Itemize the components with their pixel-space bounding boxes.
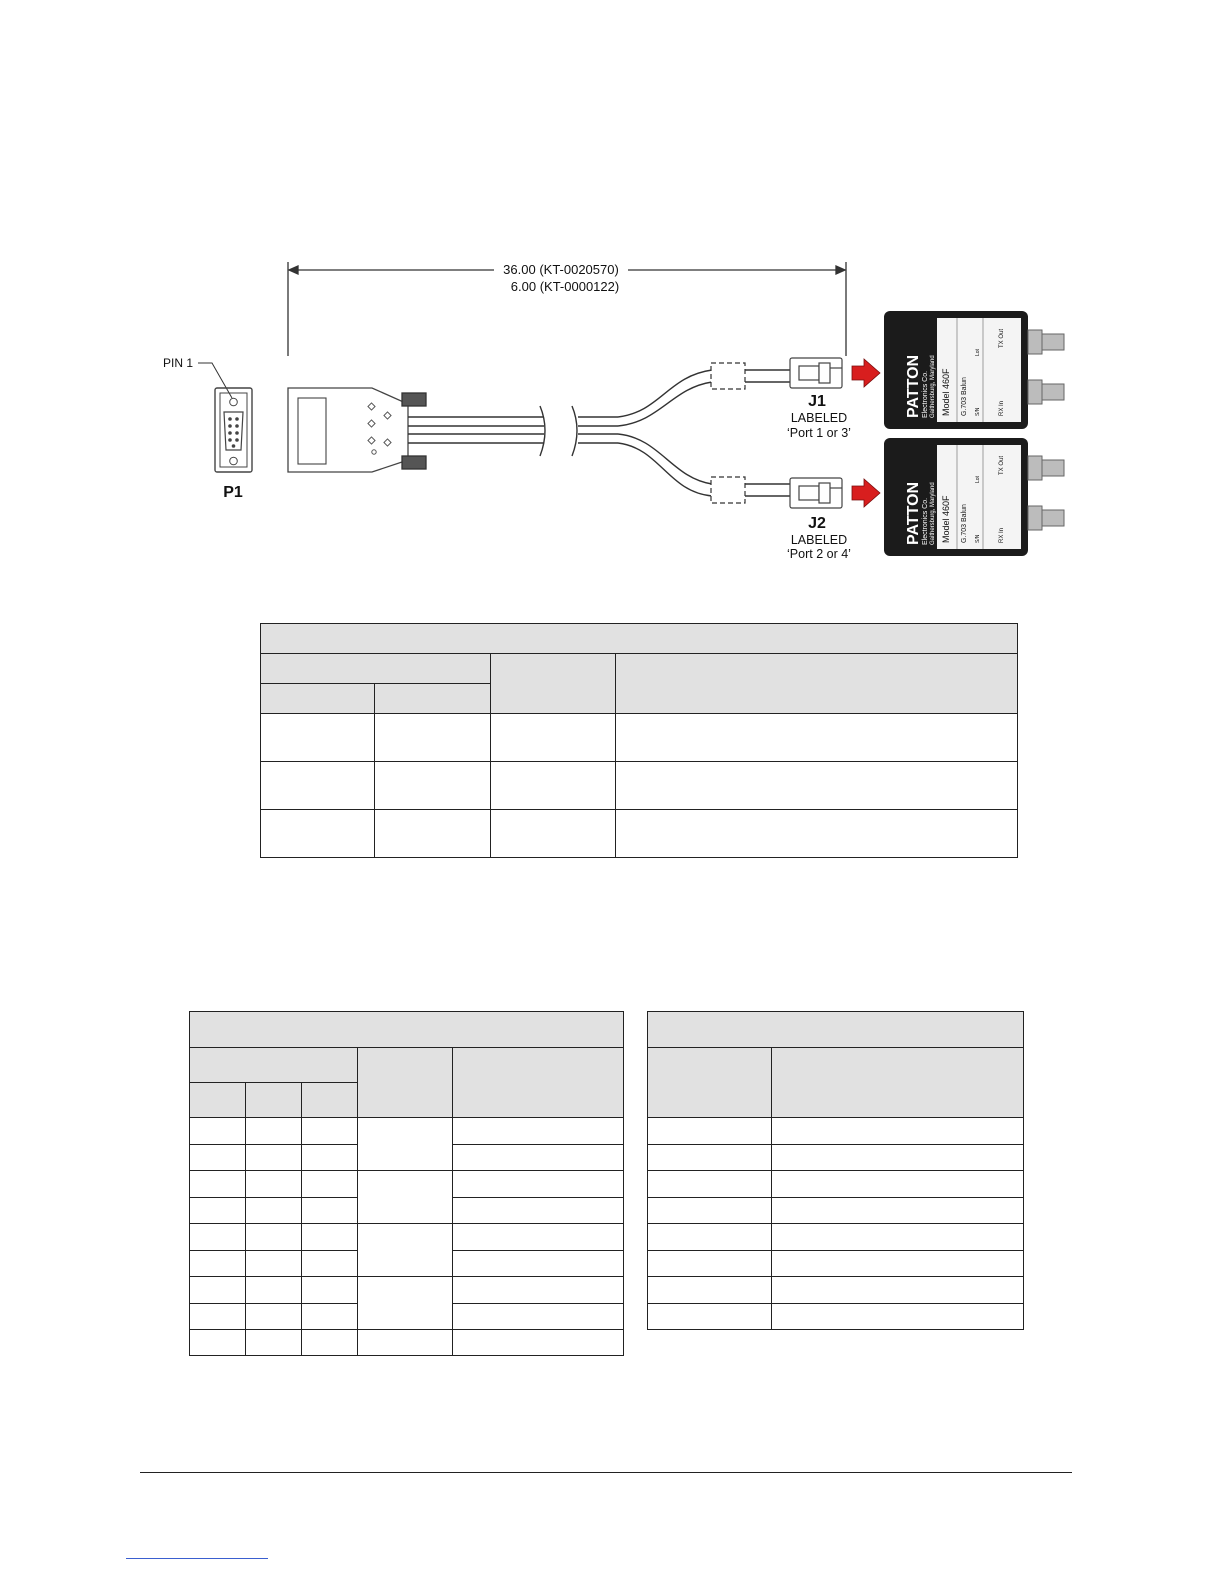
table-header-row <box>648 1048 1024 1118</box>
table-cell <box>648 1198 772 1224</box>
table-row <box>648 1251 1024 1277</box>
table-cell <box>190 1118 246 1145</box>
table-cell <box>772 1145 1024 1171</box>
table-cell <box>261 624 1018 654</box>
table-cell <box>491 810 616 858</box>
table-cell <box>261 714 375 762</box>
table-row <box>190 1224 624 1251</box>
table-cell <box>453 1330 624 1356</box>
table-row <box>190 1277 624 1304</box>
balun1-lot: Lot <box>975 349 981 356</box>
table-cell <box>302 1198 358 1224</box>
j1-plug <box>790 358 842 388</box>
table-cell <box>190 1277 246 1304</box>
table-cell <box>302 1330 358 1356</box>
table-cell <box>190 1198 246 1224</box>
table-cell <box>375 810 491 858</box>
table-cell <box>648 1171 772 1198</box>
footer-link-underline[interactable] <box>126 1558 268 1559</box>
table-cell <box>648 1048 772 1118</box>
table-cell <box>491 654 616 714</box>
table-cell <box>261 762 375 810</box>
balun2-tx: TX Out <box>999 455 1005 475</box>
balun2-type: G.703 Balun <box>961 504 968 543</box>
table-cell <box>772 1198 1024 1224</box>
table-row <box>648 1304 1024 1330</box>
table-cell <box>648 1251 772 1277</box>
table-cell <box>358 1224 453 1277</box>
table-cell <box>648 1118 772 1145</box>
balun-unit-1 <box>884 311 1064 429</box>
balun1-brand: PATTON <box>905 354 922 418</box>
table-cell <box>453 1118 624 1145</box>
table-row <box>648 1277 1024 1304</box>
table-cell <box>246 1251 302 1277</box>
balun-unit-2 <box>884 438 1064 556</box>
footer-divider <box>140 1472 1072 1473</box>
table-cell <box>261 684 375 714</box>
table-cell <box>453 1171 624 1198</box>
j1-label: J1 <box>808 393 826 410</box>
table-cell <box>246 1224 302 1251</box>
table-cell <box>358 1118 453 1171</box>
j2-label: J2 <box>808 515 826 532</box>
balun1-sn: S/N <box>975 407 981 416</box>
table-cell <box>453 1304 624 1330</box>
table-cell <box>358 1330 453 1356</box>
table-cell <box>302 1171 358 1198</box>
table-cell <box>190 1012 624 1048</box>
table-cell <box>453 1048 624 1118</box>
ferrite-sleeves <box>711 363 745 503</box>
table-cell <box>261 810 375 858</box>
table-cell <box>302 1145 358 1171</box>
table-cell <box>375 684 491 714</box>
balun1-maker: Electronics Co. <box>922 370 929 418</box>
table-row <box>648 1224 1024 1251</box>
table-cell <box>246 1118 302 1145</box>
table-cell <box>246 1171 302 1198</box>
table-cell <box>246 1304 302 1330</box>
table-cell <box>453 1198 624 1224</box>
table-header-row <box>261 654 1018 684</box>
table-cell <box>302 1083 358 1118</box>
pinout-table <box>189 1011 624 1356</box>
arrow-icon <box>852 359 880 507</box>
table-cell <box>190 1251 246 1277</box>
table-cell <box>772 1048 1024 1118</box>
dimension-label-short: 6.00 (KT-0000122) <box>510 279 620 294</box>
table-cell <box>491 762 616 810</box>
p1-backshell <box>288 388 426 472</box>
table-row <box>648 1171 1024 1198</box>
table-cell <box>648 1304 772 1330</box>
table-row <box>261 714 1018 762</box>
table-row <box>190 1330 624 1356</box>
table-cell <box>246 1145 302 1171</box>
table-cell <box>772 1251 1024 1277</box>
balun1-tx: TX Out <box>999 328 1005 348</box>
table-cell <box>616 810 1018 858</box>
table-cell <box>772 1118 1024 1145</box>
balun2-rx: RX In <box>999 527 1005 543</box>
table-cell <box>453 1224 624 1251</box>
connector-table <box>260 623 1018 858</box>
table-cell <box>190 1048 358 1083</box>
table-row <box>648 1145 1024 1171</box>
table-cell <box>358 1048 453 1118</box>
table-cell <box>648 1224 772 1251</box>
table-cell <box>302 1118 358 1145</box>
balun2-lot: Lot <box>975 476 981 483</box>
balun2-location: Gaithersburg, Maryland <box>930 482 936 545</box>
table-cell <box>190 1083 246 1118</box>
table-cell <box>190 1145 246 1171</box>
cable-assembly-diagram <box>0 0 1224 600</box>
table-cell <box>190 1304 246 1330</box>
signal-table <box>647 1011 1024 1330</box>
table-header-row <box>190 1012 624 1048</box>
table-cell <box>302 1224 358 1251</box>
table-cell <box>302 1277 358 1304</box>
table-cell <box>302 1251 358 1277</box>
table-cell <box>648 1277 772 1304</box>
balun1-type: G.703 Balun <box>961 377 968 416</box>
table-cell <box>772 1224 1024 1251</box>
table-cell <box>190 1330 246 1356</box>
table-row <box>190 1118 624 1145</box>
dimension-label-long: 36.00 (KT-0020570) <box>503 262 619 277</box>
table-header-row <box>190 1048 624 1083</box>
table-cell <box>246 1330 302 1356</box>
table-cell <box>491 714 616 762</box>
table-cell <box>648 1012 1024 1048</box>
table-cell <box>453 1277 624 1304</box>
table-cell <box>358 1171 453 1224</box>
p1-connector-face <box>215 388 252 472</box>
table-row <box>648 1118 1024 1145</box>
table-cell <box>375 714 491 762</box>
table-cell <box>246 1083 302 1118</box>
balun1-location: Gaithersburg, Maryland <box>930 355 936 418</box>
table-cell <box>302 1304 358 1330</box>
table-row <box>261 810 1018 858</box>
balun2-sn: S/N <box>975 534 981 543</box>
table-row <box>648 1198 1024 1224</box>
j1-labeled: LABELED <box>790 411 848 425</box>
pin1-label: PIN 1 <box>163 356 194 370</box>
j2-plug <box>790 478 842 508</box>
table-cell <box>453 1145 624 1171</box>
balun2-brand: PATTON <box>905 481 922 545</box>
table-cell <box>616 654 1018 714</box>
balun1-model: Model 460F <box>941 368 951 416</box>
table-cell <box>616 714 1018 762</box>
table-cell <box>772 1171 1024 1198</box>
table-header-row <box>648 1012 1024 1048</box>
j2-labeled: LABELED <box>790 533 848 547</box>
j1-port: ‘Port 1 or 3’ <box>787 426 851 440</box>
table-cell <box>246 1277 302 1304</box>
table-cell <box>772 1277 1024 1304</box>
table-cell <box>453 1251 624 1277</box>
balun1-rx: RX In <box>999 400 1005 416</box>
table-row <box>261 762 1018 810</box>
table-cell <box>772 1304 1024 1330</box>
table-row <box>190 1171 624 1198</box>
table-cell <box>246 1198 302 1224</box>
j2-port: ‘Port 2 or 4’ <box>787 547 851 561</box>
table-cell <box>375 762 491 810</box>
balun2-maker: Electronics Co. <box>922 497 929 545</box>
table-cell <box>648 1145 772 1171</box>
table-cell <box>261 654 491 684</box>
table-cell <box>190 1171 246 1198</box>
p1-label: P1 <box>223 484 243 501</box>
table-cell <box>190 1224 246 1251</box>
balun2-model: Model 460F <box>941 495 951 543</box>
table-cell <box>616 762 1018 810</box>
table-header-row <box>261 624 1018 654</box>
table-cell <box>358 1277 453 1330</box>
